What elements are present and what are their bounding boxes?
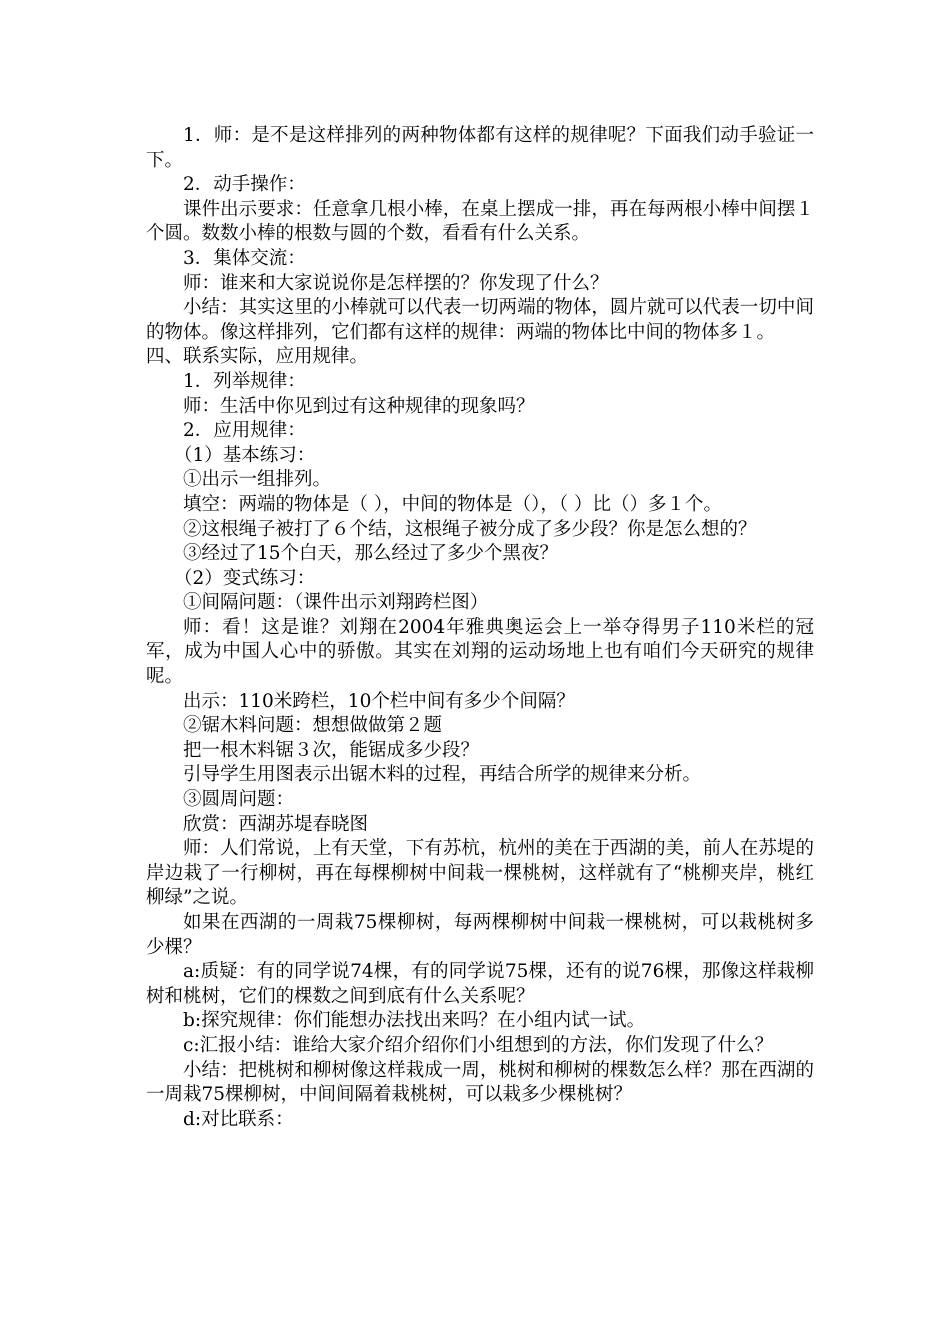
paragraph: 小结：其实这里的小棒就可以代表一切两端的物体，圆片就可以代表一切中间的物体。像这样排列，它们都有这样的规律：两端的物体比中间的物体多１。 (146, 297, 814, 343)
paragraph: 出示：110米跨栏，10个栏中间有多少个间隔？ (183, 690, 575, 712)
section-heading: 四、联系实际，应用规律。 (146, 346, 369, 368)
paragraph: 如果在西湖的一周栽75棵柳树，每两棵柳树中间栽一棵桃树，可以栽桃树多少棵？ (146, 912, 814, 958)
paragraph: 2．应用规律： (183, 420, 306, 442)
paragraph: ②锯木料问题：想想做做第２题 (183, 715, 443, 737)
paragraph: ③圆周问题： (183, 789, 295, 811)
paragraph: 师：人们常说，上有天堂，下有苏杭，杭州的美在于西湖的美，前人在苏堤的岸边栽了一行柳树，再在每棵柳树中间栽一棵桃树，这样就有了“桃柳夹岸，桃红柳绿”之说。 (146, 838, 814, 909)
subsection-heading: （2）变式练习： (174, 567, 316, 589)
paragraph: 师：生活中你见到过有这种规律的现象吗？ (183, 395, 535, 417)
paragraph: a:质疑：有的同学说74棵，有的同学说75棵，还有的说76棵，那像这样栽柳树和桃树，它们的棵数之间到底有什么关系呢？ (146, 961, 814, 1007)
paragraph: d:对比联系： (183, 1108, 294, 1130)
paragraph: b:探究规律：你们能想办法找出来吗？在小组内试一试。 (183, 1010, 646, 1032)
paragraph: 引导学生用图表示出锯木料的过程，再结合所学的规律来分析。 (183, 764, 702, 786)
paragraph: 3．集体交流： (183, 247, 306, 269)
document-page (146, 124, 814, 1132)
paragraph: 欣赏：西湖苏堤春晓图 (183, 813, 369, 835)
paragraph: 师：看！这是谁？刘翔在2004年雅典奥运会上一举夺得男子110米栏的冠军，成为中国人心中的骄傲。其实在刘翔的运动场地上也有咱们今天研究的规律呢。 (146, 616, 814, 688)
subsection-heading: （1）基本练习： (174, 444, 316, 466)
paragraph: c:汇报小结：谁给大家介绍介绍你们小组想到的方法，你们发现了什么？ (183, 1034, 774, 1056)
paragraph: 课件出示要求：任意拿几根小棒，在桌上摆成一排，再在每两根小棒中间摆１个圆。数数小棒的根数与圆的个数，看看有什么关系。 (146, 198, 814, 245)
paragraph: ③经过了15个白天，那么经过了多少个黑夜？ (183, 543, 559, 565)
paragraph: 1．列举规律： (183, 370, 306, 392)
paragraph: 2．动手操作： (183, 174, 306, 196)
paragraph: ①间隔问题：（课件出示刘翔跨栏图） (183, 592, 489, 614)
paragraph: 填空：两端的物体是（ ），中间的物体是（），（ ）比（）多１个。 (183, 493, 723, 515)
paragraph: 小结：把桃树和柳树像这样栽成一周，桃树和柳树的棵数怎么样？那在西湖的一周栽75棵柳树，中间间隔着栽桃树，可以栽多少棵桃树？ (146, 1059, 814, 1106)
paragraph: 1．师：是不是这样排列的两种物体都有这样的规律呢？下面我们动手验证一下。 (146, 125, 814, 171)
paragraph: ②这根绳子被打了６个结，这根绳子被分成了多少段？你是怎么想的？ (183, 518, 757, 540)
paragraph: ①出示一组排列。 (183, 469, 332, 491)
paragraph: 师：谁来和大家说说你是怎样摆的？你发现了什么？ (183, 272, 609, 294)
paragraph: 把一根木料锯３次，能锯成多少段？ (183, 739, 480, 761)
